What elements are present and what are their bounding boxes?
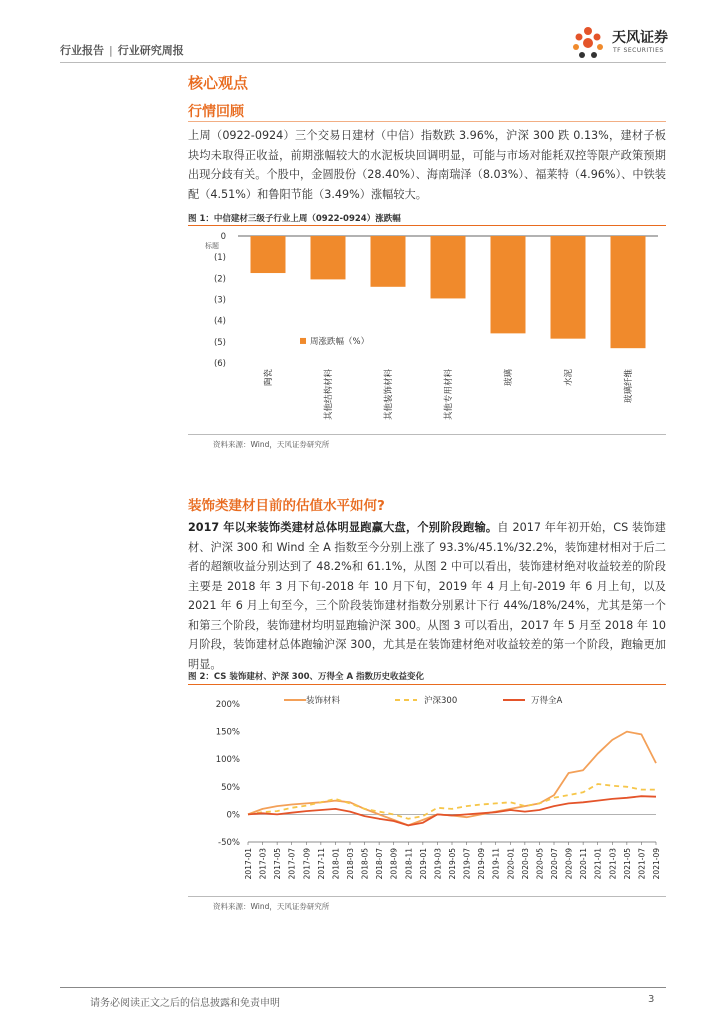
heading-section2: 装饰类建材目前的估值水平如何?: [188, 498, 385, 514]
bar-3: [431, 236, 466, 298]
bar-y-tick: 0: [220, 232, 226, 242]
line-x-tick-label: 2020-03: [520, 848, 530, 880]
bar-legend-label: 周涨跌幅（%）: [310, 336, 370, 347]
header-report-type-label: 行业报告: [60, 44, 104, 57]
figure1-source: 资料来源：Wind，天风证券研究所: [213, 440, 330, 449]
series-line-2: [248, 796, 656, 825]
bar-category-label: 陶瓷: [264, 369, 274, 387]
heading-divider: [188, 121, 666, 122]
line-x-tick-label: 2017-03: [258, 848, 268, 880]
line-y-tick: 0%: [226, 810, 240, 821]
bar-0: [251, 236, 286, 273]
header-separator: |: [109, 44, 113, 57]
figure1-top-rule: [188, 225, 666, 226]
legend-label-0: 装饰材料: [306, 696, 341, 706]
heading-market-review: 行情回顾: [188, 104, 244, 120]
bar-legend-swatch: [300, 338, 306, 344]
figure1-bottom-rule: [188, 434, 666, 435]
line-x-tick-label: 2018-05: [360, 848, 370, 880]
bar-y-tick: (1): [213, 253, 226, 264]
line-y-tick: 200%: [215, 700, 240, 710]
paragraph-valuation-body: 自 2017 年年初开始，CS 装饰建材、沪深 300 和 Wind 全 A 指数至今分别上涨了 93.3%/45.1%/32.2%，装饰建材相对于后二者的超额收益分别达到了 48.2%和 61.1%，从图 2 中可以看出，装饰建材绝对收益较差的阶段主要是 2018 年 3 月下旬-2018 年 10 月下旬，2019 年 4 月上旬-2019 年 6 月上旬，以及 2021 年 6 月上旬至今，三个阶段装饰建材指数分别累计下行 44%/18%/24%，尤其是第一个和第三个阶段，装饰建材均明显跑输沪深 300。从图 3 可以看出，2017 年 5 月至 2018 年 10 月阶段，装饰建材总体跑输沪深 300，尤其是在装饰建材绝对收益较差的第一个阶段，跑输更加明显。: [188, 521, 666, 671]
line-x-tick-label: 2017-07: [287, 848, 297, 880]
line-x-tick-label: 2019-09: [477, 848, 487, 880]
bar-2: [371, 236, 406, 287]
line-x-tick-label: 2021-03: [608, 848, 618, 880]
line-x-tick-label: 2019-01: [418, 848, 428, 880]
header-report-type: [60, 42, 184, 58]
line-x-tick-label: 2021-09: [652, 848, 661, 880]
bar-4: [491, 236, 526, 333]
figure1-title: 图 1：中信建材三级子行业上周（0922-0924）涨跌幅: [188, 214, 401, 224]
footer-divider: [60, 987, 666, 988]
bar-category-label: 其他专用材料: [444, 369, 454, 421]
line-x-tick-label: 2020-05: [535, 848, 545, 880]
header-report-sub: 行业研究周报: [117, 44, 184, 57]
bar-y-tick: (3): [213, 295, 226, 306]
figure2-chart: [188, 688, 666, 896]
bar-y-tick: (2): [213, 274, 226, 285]
brand-logo: [568, 25, 668, 63]
page-number: 3: [648, 994, 655, 1005]
figure2-title: 图 2：CS 装饰建材、沪深 300、万得全 A 指数历史收益变化: [188, 672, 425, 682]
paragraph-market-review: 上周（0922-0924）三个交易日建材（中信）指数跌 3.96%，沪深 300 跌 0.13%，建材子板块均未取得正收益，前期涨幅较大的水泥板块回调明显，可能与市场对能耗双控等限产政策预期出现分歧有关。个股中，金圆股份（28.40%）、海南瑞泽（8.03%）、福莱特（4.96%）、中铁装配（4.51%）和鲁阳节能（3.49%）涨幅较大。: [188, 129, 666, 201]
line-x-tick-label: 2017-11: [316, 848, 326, 880]
line-x-tick-label: 2021-01: [593, 848, 603, 880]
line-x-tick-label: 2021-05: [622, 848, 632, 880]
bar-y-tick: (5): [213, 337, 226, 348]
paragraph-valuation: [188, 518, 666, 674]
line-x-tick-label: 2020-01: [506, 848, 516, 880]
line-y-tick: 50%: [221, 782, 240, 793]
line-x-tick-label: 2018-01: [331, 848, 341, 880]
line-x-tick-label: 2018-09: [389, 848, 399, 880]
line-y-tick: -50%: [218, 838, 240, 848]
line-x-tick-label: 2017-05: [273, 848, 283, 880]
line-x-tick-label: 2020-11: [579, 848, 589, 880]
line-x-tick-label: 2018-07: [375, 848, 385, 880]
line-x-tick-label: 2018-03: [346, 848, 355, 880]
brand-name: 天风证券: [612, 30, 668, 46]
line-x-tick-label: 2017-09: [302, 848, 312, 880]
brand-logo-icon: [568, 25, 608, 63]
bar-category-label: 水泥: [564, 369, 574, 387]
figure2-source: 资料来源：Wind，天风证券研究所: [213, 902, 330, 911]
bar-axis-note: 标题: [205, 242, 219, 250]
legend-label-2: 万得全A: [531, 696, 563, 706]
heading-core-view: 核心观点: [188, 74, 249, 92]
figure2-bottom-rule: [188, 896, 666, 897]
line-x-tick-label: 2021-07: [637, 848, 647, 880]
line-x-tick-label: 2019-11: [491, 848, 501, 880]
legend-label-1: 沪深300: [424, 696, 458, 706]
figure2-top-rule: [188, 684, 666, 685]
bar-category-label: 玻璃纤维: [624, 369, 634, 404]
line-x-tick-label: 2017-01: [244, 848, 253, 880]
bar-6: [611, 236, 646, 348]
bar-category-label: 玻璃: [504, 369, 514, 387]
header-divider: [60, 62, 666, 63]
line-y-tick: 100%: [215, 755, 240, 766]
line-x-tick-label: 2019-05: [448, 848, 457, 880]
bar-category-label: 其他装饰材料: [384, 369, 394, 421]
line-x-tick-label: 2020-07: [550, 848, 559, 880]
bar-1: [311, 236, 346, 279]
footer-disclaimer: 请务必阅读正文之后的信息披露和免责申明: [90, 998, 280, 1009]
bar-5: [551, 236, 586, 339]
bar-y-tick: (4): [213, 316, 226, 327]
line-x-tick-label: 2020-09: [564, 848, 574, 880]
brand-name-en: TF SECURITIES: [613, 47, 664, 54]
paragraph-valuation-lead: 2017 年以来装饰类建材总体明显跑赢大盘，个别阶段跑输。: [188, 521, 498, 534]
bar-category-label: 其他结构材料: [324, 369, 334, 421]
line-x-tick-label: 2019-07: [462, 848, 472, 880]
line-y-tick: 150%: [215, 727, 240, 738]
figure1-chart: [188, 228, 666, 433]
line-x-tick-label: 2019-03: [433, 848, 443, 880]
bar-y-tick: (6): [213, 359, 226, 369]
line-x-tick-label: 2018-11: [404, 848, 414, 880]
